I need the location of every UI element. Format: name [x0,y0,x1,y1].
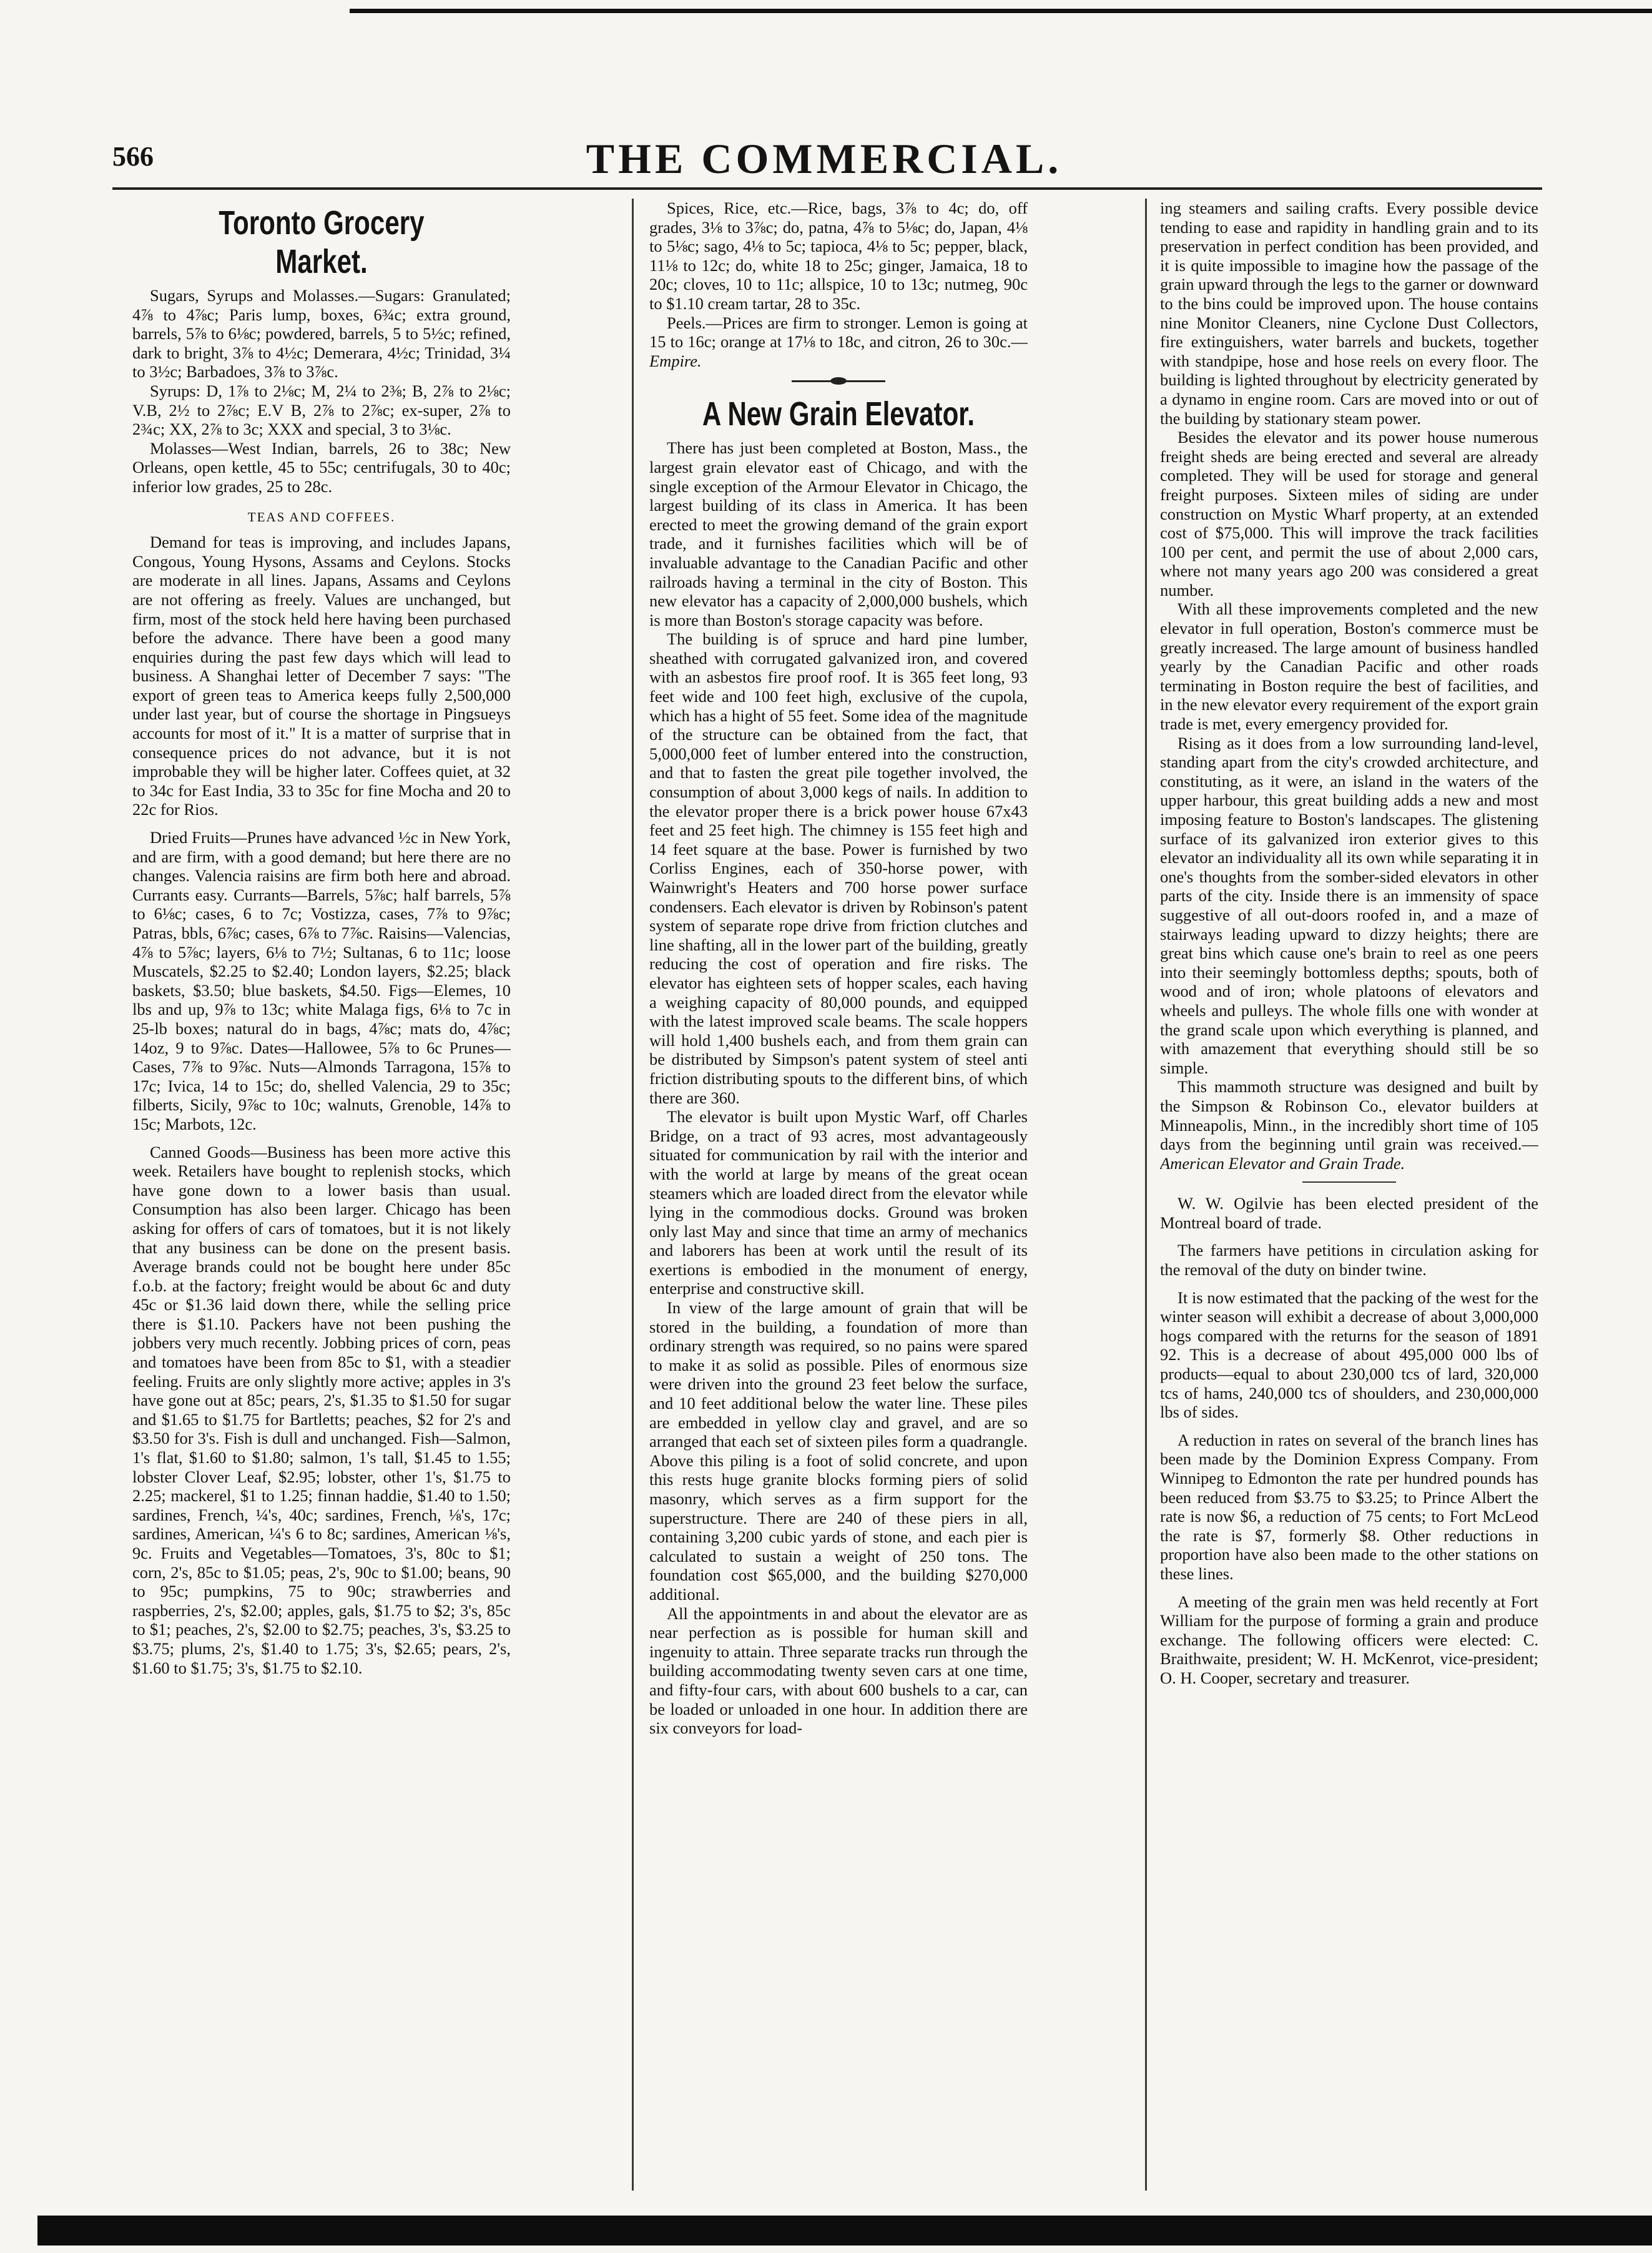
section-divider [792,380,885,382]
masthead-title: THE COMMERCIAL. [586,135,1063,182]
paragraph-elevator-building: The building is of spruce and hard pine lumber, sheathed with corrugated galvanized iron, and covered with an asbestos fire proof roof. It is 365 feet long, 93 feet wide and 100 feet high, exclusive of the cupola, which has a hight of 55 feet. Some idea of the magnitude of the structure can be obtained from the fact, that 5,000,000 feet of lumber entered into the construction, and that to fasten the great pile together involved, the consumption of about 3,000 kegs of nails. In addition to the elevator proper there is a brick power house 67x43 feet and 25 feet high. The chimney is 155 feet high and 14 feet square at the base. Power is furnished by two Corliss Engines, each of 350-horse power, with Wainwright's Heaters and 700 horse power surface condensers. Each elevator is driven by Robinson's patent system of separate rope drive from friction clutches and line shafting, all in the lower part of the building, greatly reducing the cost of operation and fire risks. The elevator has eighteen sets of hopper scales, each having a weighing capacity of 80,000 pounds, and equipped with the latest improved scale beams. The scale hoppers will hold 1,400 bushels each, and from them grain can be distributed by Simpson's patent system of steel anti friction distributing spouts to the different bins, of which there are 360. [649,629,1028,1107]
subheading-teas: TEAS AND COFFEES. [247,509,396,525]
article-title-grocery: Toronto Grocery Market. [219,204,425,280]
bottom-border-band [37,2216,1652,2246]
news-hog-packing: It is now estimated that the packing of the west for the winter season will exhibit a decrease of about 3,000,000 hogs compared with the returns for the season of 1891 92. This is a decrease of about 495,000 000 lbs of products—equal to about 230,000 tcs of lard, 320,000 tcs of hams, 240,000 tcs of shoulders, and 230,000,000 lbs of sides. [1160,1288,1538,1422]
news-grain-exchange: A meeting of the grain men was held recently at Fort William for the purpose of forming a grain and produce exchange. The following officers were elected: C. Braithwaite, president; W. H. McKenrot, vice-president; O. H. Cooper, secretary and treasurer. [1160,1592,1538,1687]
header-rule [112,187,1542,190]
paragraph-teas: Demand for teas is improving, and includes Japans, Congous, Young Hysons, Assams and Ceylons. Stocks are moderate in all lines. Japans, Assams and Ceylons are not offering as freely. Values are unchanged, but firm, most of the stock held here having been purchased before the advance. There have been a good many enquiries during the past few days which will lead to business. A Shanghai letter of December 7 says: "The export of green teas to America keeps fully 2,500,000 under last year, but of course the shortage in Pingsueys accounts for most of it." It is a matter of surprise that in consequence prices do not advance, but it is not improbable they will be higher later. Coffees quiet, at 32 to 34c for East India, 33 to 35c for fine Mocha and 20 to 22c for Rios. [132,533,511,819]
paragraph-elevator-foundation: In view of the large amount of grain that will be stored in the building, a foundation of more than ordinary strength was required, so no pains were spared to make it as solid as possible. Piles of enormous size were driven into the ground 23 feet below the surface, and 10 feet additional below the water line. These piles are embedded in yellow clay and gravel, and are so arranged that each set of sixteen piles form a quadrangle. Above this piling is a foot of solid concrete, and upon this rests huge granite blocks forming piers of solid masonry, which serves as a firm support for the superstructure. There are 240 of these piers in all, containing 3,200 cubic yards of stone, and each pier is calculated to sustain a weight of 250 tons. The foundation cost $65,000, and the building $270,000 additional. [649,1298,1028,1604]
paragraph-builders: This mammoth structure was designed and built by the Simpson & Robinson Co., elevator builders at Minneapolis, Minn., in the incredibly short time of 105 days from the beginning until grain was received.—American Elevator and Grain Trade. [1160,1077,1538,1173]
news-express-rates: A reduction in rates on several of the branch lines has been made by the Dominion Express Company. From Winnipeg to Edmonton the rate per hundred pounds has been reduced from $3.75 to $3.25; to Prince Albert the rate is now $6, a reduction of 75 cents; to Fort McLeod the rate is $7, formerly $8. Other reductions in proportion have also been made to the other stations on these lines. [1160,1430,1538,1583]
column-2 [649,199,1028,2191]
paragraph-elevator-appointments: All the appointments in and about the elevator are as near perfection as is possible for human skill and ingenuity to attain. Three separate tracks run through the building accommodating twenty seven cars at one time, and fifty-four cars, with about 600 bushels to a car, can be loaded or unloaded in one hour. In addition there are six conveyors for load- [649,1604,1028,1738]
paragraph-dried-fruits: Dried Fruits—Prunes have advanced ½c in New York, and are firm, with a good demand; but here there are no changes. Valencia raisins are firm both here and abroad. Currants easy. Currants—Barrels, 5⅞c; half barrels, 5⅞ to 6⅛c; cases, 6 to 7c; Vostizza, cases, 7⅞ to 9⅞c; Patras, bbls, 6⅞c; cases, 6⅞ to 7⅞c. Raisins—Valencias, 4⅞ to 5⅞c; layers, 6⅛ to 7½; Sultanas, 6 to 11c; loose Muscatels, $2.25 to $2.40; London layers, $2.25; black baskets, $3.50; blue baskets, $4.50. Figs—Elemes, 10 lbs and up, 9⅞ to 13c; white Malaga figs, 6⅛ to 7c in 25-lb boxes; natural do in bags, 4⅞c; mats do, 4⅞c; 14oz, 9 to 9⅞c. Dates—Hallowee, 5⅞ to 6c Prunes—Cases, 7⅞ to 9⅞c. Nuts—Almonds Tarragona, 15⅞ to 17c; Ivica, 14 to 15c; do, shelled Valencia, 29 to 35c; filberts, Sicily, 9⅞c to 10c; walnuts, Grenoble, 14⅞ to 15c; Marbots, 12c. [132,828,511,1133]
page-header [112,128,1536,182]
news-ogilvie: W. W. Ogilvie has been elected president of the Montreal board of trade. [1160,1194,1538,1232]
peels-text: Peels.—Prices are firm to stronger. Lemon is going at 15 to 16c; orange at 17⅛ to 18c, and citron, 26 to 30c. [649,313,1028,352]
paragraph-canned-goods: Canned Goods—Business has been more active this week. Retailers have bought to replenish stocks, which have gone down to a lower basis than usual. Consumption has also been larger. Chicago has been asking for offers of cars of tomatoes, but it is not likely that any business can be done on the present basis. Average brands could not be bought here under 85c f.o.b. at the factory; freight would be about 6c and duty 45c or $1.36 laid down there, while the selling price there is $1.10. Packers have not been pushing the jobbers very much recently. Jobbing prices of corn, peas and tomatoes have been from 85c to $1, with a steadier feeling. Fruits are only slightly more active; apples in 3's have gone out at 85c; pears, 2's, $1.35 to $1.50 for sugar and $1.65 to $1.75 for Bartletts; peaches, $2 for 2's and $3.50 for 3's. Fish is dull and unchanged. Fish—Salmon, 1's flat, $1.60 to $1.80; salmon, 1's tall, $1.45 to 1.55; lobster Clover Leaf, $2.95; lobster, other 1's, $1.75 to 2.25; mackerel, $1 to 1.25; finnan haddie, $1.40 to 1.50; sardines, French, ¼'s, 40c; sardines, French, ⅛'s, 17c; sardines, American, ¼'s 6 to 8c; sardines, American ⅛'s, 9c. Fruits and Vegetables—Tomatoes, 3's, 80c to $1; corn, 2's, 85c to $1.05; peas, 2's, 90c to $1.00; beans, 90 to 95c; pumpkins, 75 to 90c; strawberries and raspberries, 2's, $2.00; apples, gals, $1.75 to $2; 3's, 85c to $1; peaches, 2's, $2.00 to $2.75; peaches, 3's, $3.25 to $3.75; plums, 2's, $1.40 to 1.75; 3's, $2.65; pears, 2's, $1.60 to $1.75; 3's, $1.75 to $2.10. [132,1142,511,1677]
column-3 [1160,199,1538,2191]
paragraph-elevator-site: The elevator is built upon Mystic Warf, off Charles Bridge, on a tract of 93 acres, most advantageously situated for communication by rail with the interior and with the world at large by means of the great ocean steamers which are loaded direct from the elevator while lying in the commodious docks. Ground was broken only last May and since that time an army of mechanics and laborers has been at work until the result of its exertions is embodied in the monument of energy, enterprise and constructive skill. [649,1107,1028,1298]
paragraph-syrups: Syrups: D, 1⅞ to 2⅛c; M, 2¼ to 2⅜; B, 2⅞ to 2⅛c; V.B, 2½ to 2⅞c; E.V B, 2⅞ to 2⅞c; ex-super, 2⅞ to 2¾c; XX, 2⅞ to 3c; XXX and special, 3 to 3⅛c. [132,381,511,439]
paragraph-molasses: Molasses—West Indian, barrels, 26 to 38c; New Orleans, open kettle, 45 to 55c; centrifugals, 30 to 40c; inferior low grades, 25 to 28c. [132,438,511,496]
paragraph-improvements: With all these improvements completed and the new elevator in full operation, Boston's commerce must be greatly increased. The large amount of business handled yearly by the Canadian Pacific and other roads terminating in Boston require the best of facilities, and in the new elevator every requirement of the export grain trade is met, every emergency provided for. [1160,599,1538,734]
paragraph-spices: Spices, Rice, etc.—Rice, bags, 3⅞ to 4c; do, off grades, 3⅛ to 3⅞c; do, patna, 4⅞ to 5⅛c; do, Japan, 4⅛ to 5⅛c; sago, 4⅛ to 5c; tapioca, 4⅛ to 5c; pepper, black, 11⅛ to 12c; do, white 18 to 25c; ginger, Jamaica, 18 to 20c; cloves, 10 to 11c; allspice, 10 to 13c; nutmeg, 90c to $1.10 cream tartar, 28 to 35c. [649,199,1028,313]
top-border-rule [350,9,1652,13]
paragraph-peels: Peels.—Prices are firm to stronger. Lemon is going at 15 to 16c; orange at 17⅛ to 18c, and citron, 26 to 30c.—Empire. [649,313,1028,370]
paragraph-elevator-intro: There has just been completed at Boston, Mass., the largest grain elevator east of Chicago, and with the single exception of the Armour Elevator in Chicago, the largest building of its class in America. It has been erected to meet the growing demand of the grain export trade, and it furnishes facilities which will be of invaluable advantage to the Canadian Pacific and other railroads having a terminal in the city of Boston. This new elevator has a capacity of 2,000,000 bushels, which is more than Boston's storage capacity was before. [649,438,1028,629]
paragraph-elevator-continued: ing steamers and sailing crafts. Every possible device tending to ease and rapidity in handling grain and to its preservation in perfect condition has been provided, and it is quite impossible to imagine how the passage of the grain upward through the legs to the garner or downward to the bins could be improved upon. The house contains nine Monitor Cleaners, nine Cyclone Dust Collectors, fire extinguishers, water barrels and buckets, together with standpipe, hose and hose reels on every floor. The building is lighted throughout by electricity generated by a dynamo in engine room. Cars are moved into or out of the building by stationary steam power. [1160,199,1538,428]
news-divider [1302,1181,1396,1183]
column-1 [132,199,511,2191]
source-empire: Empire. [649,351,702,370]
news-binder-twine: The farmers have petitions in circulation asking for the removal of the duty on binder twine. [1160,1241,1538,1279]
builders-text: This mammoth structure was designed and built by the Simpson & Robinson Co., elevator builders at Minneapolis, Minn., in the incredibly short time of 105 days from the beginning until grain was received. [1160,1077,1538,1154]
paragraph-sugars: Sugars, Syrups and Molasses.—Sugars: Granulated; 4⅞ to 4⅞c; Paris lump, boxes, 6¾c; extra ground, barrels, 5⅞ to 6⅛c; powdered, barrels, 5 to 5½c; refined, dark to bright, 3⅞ to 4½c; Demerara, 4½c; Trinidad, 3¼ to 3½c; Barbadoes, 3⅞ to 3⅞c. [132,286,511,382]
paragraph-freight-sheds: Besides the elevator and its power house numerous freight sheds are being erected and several are already completed. They will be used for storage and general freight purposes. Sixteen miles of siding are under construction on Mystic Wharf property, at an extended cost of $75,000. This will improve the track facilities 100 per cent, and permit the use of about 2,000 cars, where not many years ago 200 was considered a great number. [1160,428,1538,599]
column-rule-left [632,199,634,2191]
column-rule-right [1145,199,1147,2191]
page-number: 566 [112,141,154,172]
article-title-elevator: A New Grain Elevator. [702,395,975,433]
paragraph-landscape: Rising as it does from a low surrounding land-level, standing apart from the city's crowded architecture, and constituting, as it were, an island in the waters of the upper harbour, this great building adds a new and most imposing feature to Boston's landscapes. The glistening surface of its galvanized iron exterior gives to this elevator an individuality all its own while separating it in one's thoughts from the somber-sided elevators in other parts of the city. Inside there is an immensity of space suggestive of all out-doors roofed in, and a maze of stairways leading upward to dizzy heights; there are great bins which cause one's brain to reel as one peers into their seemingly bottomless depths; spouts, both of wood and of iron; whole platoons of elevators and wheels and pulleys. The whole fills one with wonder at the grand scale upon which everything is planned, and with amazement that everything should still be so simple. [1160,733,1538,1077]
source-grain-trade: American Elevator and Grain Trade. [1160,1153,1405,1173]
